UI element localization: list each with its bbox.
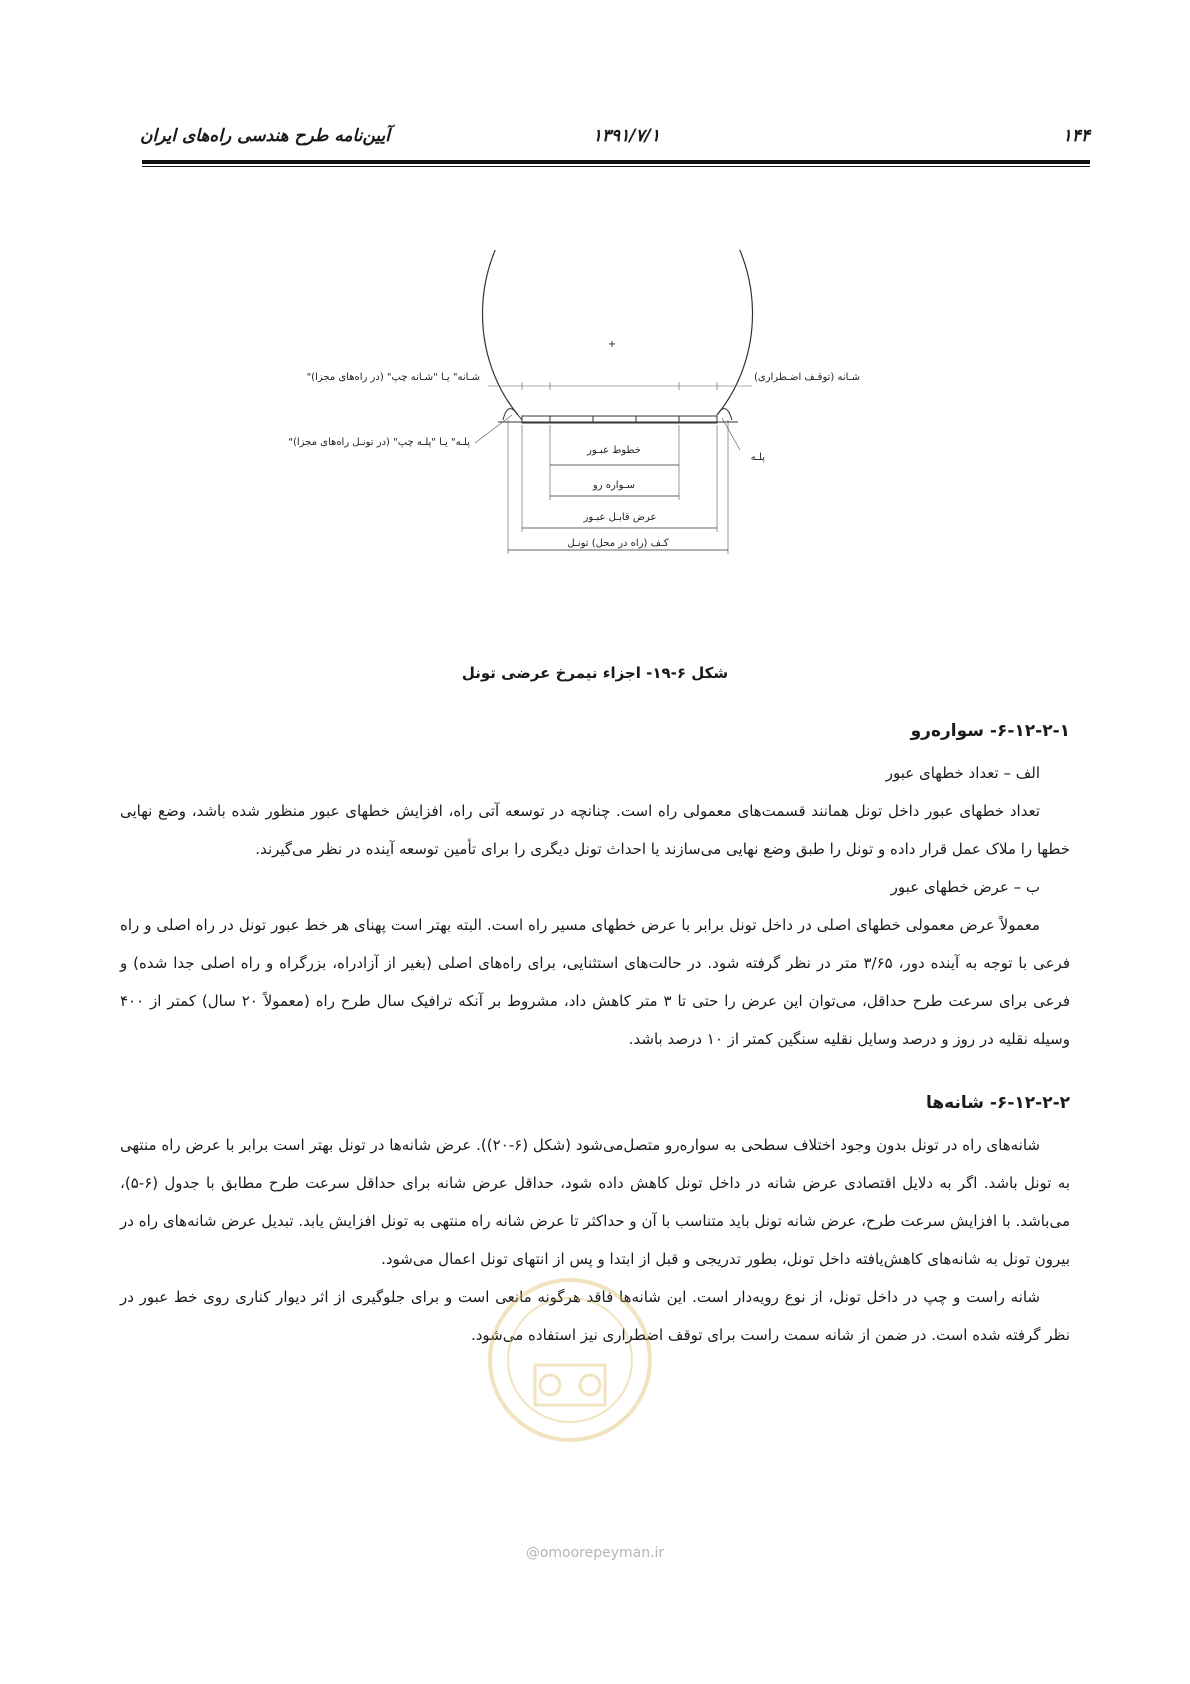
curb-right-leader bbox=[722, 418, 740, 450]
paragraph: شانه‌های راه در تونل بدون وجود اختلاف سطحی به سواره‌رو متصل‌می‌شود (شکل (۶-۲۰)). عرض شانه‌ها در تونل بهتر است برابر با عرض راه منتهی به تونل باشد. اگر به دلایل اقتصادی عرض شانه در داخل تونل کاهش داده شود، حداقل عرض شانه برای حداقل سرعت طرح مطابق با جدول (۶-۵)، می‌باشد. با افزایش سرعت طرح، عرض شانه تونل باید متناسب با آن و حداکثر تا عرض شانه راه منتهی به تونل افزایش یابد. تبدیل عرض شانه‌های راه در بیرون تونل به شانه‌های کاهش‌یافته داخل تونل، بطور تدریجی و قبل از ابتدا و پس از انتهای تونل اعمال می‌شود. bbox=[120, 1136, 1070, 1268]
section-title: ۶-۱۲-۲-۱- سواره‌رو bbox=[910, 721, 1070, 741]
tunnel-arch bbox=[482, 250, 752, 415]
figure-caption: شکل ۶-۱۹- اجزاء نیمرخ عرضی تونل bbox=[461, 664, 729, 682]
header-rule-thick bbox=[142, 160, 1090, 164]
page-number: ۱۴۴ bbox=[1062, 126, 1090, 146]
tunnel-diagram bbox=[260, 250, 940, 600]
page-header bbox=[140, 126, 1090, 152]
label-curb-left: "پلـه" یـا "پلـه چپ" (در تونـل راه‌های مجزا) bbox=[288, 437, 470, 448]
label-passable-width: عرض قابـل عبـور bbox=[583, 512, 657, 523]
paragraph: تعداد خطهای عبور داخل تونل همانند قسمت‌های معمولی راه است. چنانچه در توسعه آتی راه، افزایش خطهای عبور منظور شده باشد، وضع نهایی خطها را ملاک عمل قرار داده و تونل را طبق وضع نهایی می‌سازند یا احداث تونل دیگری را برای تأمین توسعه آینده در نظر می‌گیرند. bbox=[120, 802, 1070, 858]
watermark-seal bbox=[480, 1270, 660, 1450]
section-title: ۶-۱۲-۲-۲- شانه‌ها bbox=[926, 1093, 1070, 1113]
paragraph: شانه راست و چپ در داخل تونل، از نوع رویه‌دار است. این شانه‌ها فاقد هرگونه مانعی است و برای جلوگیری از اثر دیوار کناری روی خط عبور در نظر گرفته شده است. در ضمن از شانه سمت راست برای توقف اضطراری نیز استفاده می‌شود. bbox=[120, 1288, 1070, 1344]
header-rule-thin bbox=[142, 166, 1090, 167]
center-mark: + bbox=[607, 339, 617, 350]
curb-left-leader bbox=[475, 415, 512, 443]
label-tunnel-floor: کـف (راه در محل) تونـل bbox=[567, 538, 669, 549]
header-title: آیین‌نامه طرح هندسی راه‌های ایران bbox=[140, 126, 390, 146]
subheading: ب – عرض خطهای عبور bbox=[890, 878, 1040, 896]
label-shoulder-left: "شـانه" یـا "شـانه چپ" (در راه‌های مجزا) bbox=[306, 372, 480, 383]
document-body bbox=[120, 708, 1070, 1354]
watermark-site: @omoorepeyman.ir bbox=[525, 1545, 665, 1561]
tunnel-cross-section-figure bbox=[260, 250, 940, 600]
curb-right bbox=[717, 409, 732, 420]
label-lanes: خطوط عبـور bbox=[587, 445, 641, 456]
header-date: ۱۳۹۱/۷/۱ bbox=[592, 126, 660, 146]
label-shoulder-right: شـانه (توقـف اضـطراری) bbox=[753, 372, 860, 383]
label-curb-right: پلـه bbox=[750, 452, 765, 463]
subheading: الف – تعداد خطهای عبور bbox=[885, 764, 1040, 782]
label-carriageway: سـواره رو bbox=[592, 480, 636, 491]
paragraph: معمولاً عرض معمولی خطهای اصلی در داخل تونل برابر با عرض خطهای مسیر راه است. البته بهتر است پهنای هر خط عبور تونل در راه اصلی و راه فرعی با توجه به آینده دور، ۳/۶۵ متر در نظر گرفته شود. در حالت‌های استثنایی، برای راه‌های اصلی (بغیر از آزادراه، بزرگراه و راه اصلی جدا شده) و فرعی برای سرعت طرح حداقل، می‌توان این عرض را حتی تا ۳ متر کاهش داد، مشروط بر آنکه ترافیک سال طرح راه (معمولاً ۲۰ سال) کمتر از ۴۰۰ وسیله نقلیه در روز و درصد وسایل نقلیه سنگین کمتر از ۱۰ درصد باشد. bbox=[120, 916, 1071, 1048]
curb-left bbox=[503, 409, 522, 420]
